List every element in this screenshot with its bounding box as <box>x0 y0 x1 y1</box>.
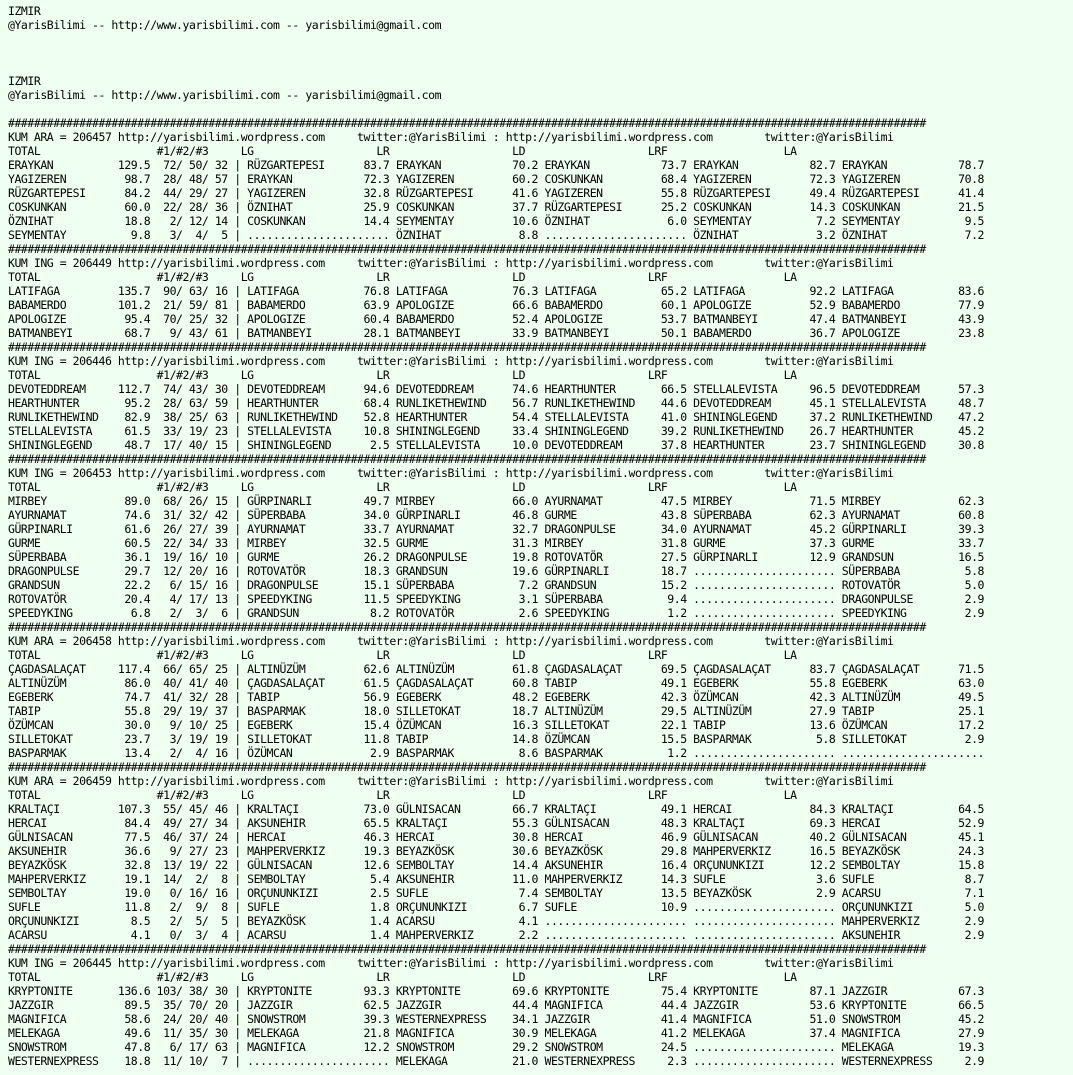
separator-line: ############################################################################################################################################## <box>8 116 926 130</box>
horse-row: JAZZGIR 89.5 35/ 70/ 20 | JAZZGIR 62.5 JAZZGIR 44.4 MAGNIFICA 44.4 JAZZGIR 53.6 KRYPTONITE 66.5 <box>8 998 985 1012</box>
horse-row: GRANDSUN 22.2 6/ 15/ 16 | DRAGONPULSE 15.1 SÜPERBABA 7.2 GRANDSUN 15.2 ...................... ROTOVATÖR 5.0 <box>8 578 985 592</box>
column-header-line: TOTAL #1/#2/#3 LG LR LD LRF LA <box>8 480 797 494</box>
horse-row: KRYPTONITE 136.6 103/ 38/ 30 | KRYPTONITE 93.3 KRYPTONITE 69.6 KRYPTONITE 75.4 KRYPTONITE 87.1 JAZZGIR 67.3 <box>8 984 985 998</box>
horse-row: MAGNIFICA 58.6 24/ 20/ 40 | SNOWSTROM 39.3 WESTERNEXPRESS 34.1 JAZZGIR 41.4 MAGNIFICA 51.0 SNOWSTROM 45.2 <box>8 1012 985 1026</box>
horse-row: AYURNAMAT 74.6 31/ 32/ 42 | SÜPERBABA 34.0 GÜRPINARLI 46.8 GURME 43.8 SÜPERBABA 62.3 AYURNAMAT 60.8 <box>8 508 985 522</box>
horse-row: RÜZGARTEPESI 84.2 44/ 29/ 27 | YAGIZEREN 32.8 RÜZGARTEPESI 41.6 YAGIZEREN 55.8 RÜZGARTEPESI 49.4 RÜZGARTEPESI 41.4 <box>8 186 985 200</box>
horse-row: RUNLIKETHEWIND 82.9 38/ 25/ 63 | RUNLIKETHEWIND 52.8 HEARTHUNTER 54.4 STELLALEVISTA 41.0 SHININGLEGEND 37.2 RUNLIKETHEWIND 47.2 <box>8 410 985 424</box>
horse-row: ACARSU 4.1 0/ 3/ 4 | ACARSU 1.4 MAHPERVERKIZ 2.2 ...................... ...................... AKSUNEHIR 2.9 <box>8 928 985 942</box>
horse-row: SUFLE 11.8 2/ 9/ 8 | SUFLE 1.8 ORÇUNUNKIZI 6.7 SUFLE 10.9 ...................... ORÇUNUNKIZI 5.0 <box>8 900 985 914</box>
horse-row: BEYAZKÖSK 32.8 13/ 19/ 22 | GÜLNISACAN 12.6 SEMBOLTAY 14.4 AKSUNEHIR 16.4 ORÇUNUNKIZI 12.2 SEMBOLTAY 15.8 <box>8 858 985 872</box>
blank-line <box>8 46 1073 60</box>
horse-row: KRALTAÇI 107.3 55/ 45/ 46 | KRALTAÇI 73.0 GÜLNISACAN 66.7 KRALTAÇI 49.1 HERCAI 84.3 KRALTAÇI 64.5 <box>8 802 985 816</box>
horse-row: EGEBERK 74.7 41/ 32/ 28 | TABIP 56.9 EGEBERK 48.2 EGEBERK 42.3 ÖZÜMCAN 42.3 ALTINÜZÜM 49.5 <box>8 690 985 704</box>
horse-row: SPEEDYKING 6.8 2/ 3/ 6 | GRANDSUN 8.2 ROTOVATÖR 2.6 SPEEDYKING 1.2 ...................... SPEEDYKING 2.9 <box>8 606 985 620</box>
horse-row: SÜPERBABA 36.1 19/ 16/ 10 | GURME 26.2 DRAGONPULSE 19.8 ROTOVATÖR 27.5 GÜRPINARLI 12.9 GRANDSUN 16.5 <box>8 550 985 564</box>
horse-row: ERAYKAN 129.5 72/ 50/ 32 | RÜZGARTEPESI 83.7 ERAYKAN 70.2 ERAYKAN 73.7 ERAYKAN 82.7 ERAYKAN 78.7 <box>8 158 985 172</box>
horse-row: TABIP 55.8 29/ 19/ 37 | BASPARMAK 18.0 SILLETOKAT 18.7 ALTINÜZÜM 29.5 ALTINÜZÜM 27.9 TABIP 25.1 <box>8 704 985 718</box>
horse-row: GÜLNISACAN 77.5 46/ 37/ 24 | HERCAI 46.3 HERCAI 30.8 HERCAI 46.9 GÜLNISACAN 40.2 GÜLNISACAN 45.1 <box>8 830 985 844</box>
horse-row: SHININGLEGEND 48.7 17/ 40/ 15 | SHININGLEGEND 2.5 STELLALEVISTA 10.0 DEVOTEDDREAM 37.8 HEARTHUNTER 23.7 SHININGLEGEND 30.8 <box>8 438 985 452</box>
horse-row: SNOWSTROM 47.8 6/ 17/ 63 | MAGNIFICA 12.2 SNOWSTROM 29.2 SNOWSTROM 24.5 ...................... MELEKAGA 19.3 <box>8 1040 985 1054</box>
column-header-line: TOTAL #1/#2/#3 LG LR LD LRF LA <box>8 970 797 984</box>
separator-line: ############################################################################################################################################## <box>8 942 926 956</box>
horse-row: ORÇUNUNKIZI 8.5 2/ 5/ 5 | BEYAZKÖSK 1.4 ACARSU 4.1 ...................... ...................... MAHPERVERKIZ 2.9 <box>8 914 985 928</box>
horse-row: MAHPERVERKIZ 19.1 14/ 2/ 8 | SEMBOLTAY 5.4 AKSUNEHIR 11.0 MAHPERVERKIZ 14.3 SUFLE 3.6 SUFLE 8.7 <box>8 872 985 886</box>
horse-row: ÖZNIHAT 18.8 2/ 12/ 14 | COSKUNKAN 14.4 SEYMENTAY 10.6 ÖZNIHAT 6.0 SEYMENTAY 7.2 SEYMENTAY 9.5 <box>8 214 985 228</box>
horse-row: SEYMENTAY 9.8 3/ 4/ 5 | ...................... ÖZNIHAT 8.8 ...................... ÖZNIHAT 3.2 ÖZNIHAT 7.2 <box>8 228 985 242</box>
race-header-line: KUM ING = 206449 http://yarisbilimi.wordpress.com twitter:@YarisBilimi : http://yarisbilimi.wordpress.com twitter:@YarisBilimi <box>8 256 894 270</box>
race-header-line: KUM ARA = 206458 http://yarisbilimi.wordpress.com twitter:@YarisBilimi : http://yarisbilimi.wordpress.com twitter:@YarisBilimi <box>8 634 894 648</box>
horse-row: SEMBOLTAY 19.0 0/ 16/ 16 | ORÇUNUNKIZI 2.5 SUFLE 7.4 SEMBOLTAY 13.5 BEYAZKÖSK 2.9 ACARSU 7.1 <box>8 886 985 900</box>
blank-line <box>8 60 1073 74</box>
horse-row: MELEKAGA 49.6 11/ 35/ 30 | MELEKAGA 21.8 MAGNIFICA 30.9 MELEKAGA 41.2 MELEKAGA 37.4 MAGNIFICA 27.9 <box>8 1026 985 1040</box>
column-header-line: TOTAL #1/#2/#3 LG LR LD LRF LA <box>8 270 797 284</box>
contact-line: @YarisBilimi -- http://www.yarisbilimi.com -- yarisbilimi@gmail.com <box>8 18 442 32</box>
separator-line: ############################################################################################################################################## <box>8 620 926 634</box>
separator-line: ############################################################################################################################################## <box>8 760 926 774</box>
race-header-line: KUM ING = 206446 http://yarisbilimi.wordpress.com twitter:@YarisBilimi : http://yarisbilimi.wordpress.com twitter:@YarisBilimi <box>8 354 894 368</box>
horse-row: DRAGONPULSE 29.7 12/ 20/ 16 | ROTOVATÖR 18.3 GRANDSUN 19.6 GÜRPINARLI 18.7 ...................... SÜPERBABA 5.8 <box>8 564 985 578</box>
horse-row: HEARTHUNTER 95.2 28/ 63/ 59 | HEARTHUNTER 68.4 RUNLIKETHEWIND 56.7 RUNLIKETHEWIND 44.6 DEVOTEDDREAM 45.1 STELLALEVISTA 48.7 <box>8 396 985 410</box>
blank-line <box>8 102 1073 116</box>
horse-row: GURME 60.5 22/ 34/ 33 | MIRBEY 32.5 GURME 31.3 MIRBEY 31.8 GURME 37.3 GURME 33.7 <box>8 536 985 550</box>
column-header-line: TOTAL #1/#2/#3 LG LR LD LRF LA <box>8 368 797 382</box>
horse-row: AKSUNEHIR 36.6 9/ 27/ 23 | MAHPERVERKIZ 19.3 BEYAZKÖSK 30.6 BEYAZKÖSK 29.8 MAHPERVERKIZ 16.5 BEYAZKÖSK 24.3 <box>8 844 985 858</box>
horse-row: ALTINÜZÜM 86.0 40/ 41/ 40 | ÇAGDASALAÇAT 61.5 ÇAGDASALAÇAT 60.8 TABIP 49.1 EGEBERK 55.8 EGEBERK 63.0 <box>8 676 985 690</box>
horse-row: DEVOTEDDREAM 112.7 74/ 43/ 30 | DEVOTEDDREAM 94.6 DEVOTEDDREAM 74.6 HEARTHUNTER 66.5 STELLALEVISTA 96.5 DEVOTEDDREAM 57.3 <box>8 382 985 396</box>
horse-row: STELLALEVISTA 61.5 33/ 19/ 23 | STELLALEVISTA 10.8 SHININGLEGEND 33.4 SHININGLEGEND 39.2 RUNLIKETHEWIND 26.7 HEARTHUNTER 45.2 <box>8 424 985 438</box>
separator-line: ############################################################################################################################################## <box>8 340 926 354</box>
race-header-line: KUM ARA = 206457 http://yarisbilimi.wordpress.com twitter:@YarisBilimi : http://yarisbilimi.wordpress.com twitter:@YarisBilimi <box>8 130 894 144</box>
separator-line: ############################################################################################################################################## <box>8 452 926 466</box>
horse-row: MIRBEY 89.0 68/ 26/ 15 | GÜRPINARLI 49.7 MIRBEY 66.0 AYURNAMAT 47.5 MIRBEY 71.5 MIRBEY 62.3 <box>8 494 985 508</box>
horse-row: YAGIZEREN 98.7 28/ 48/ 57 | ERAYKAN 72.3 YAGIZEREN 60.2 COSKUNKAN 68.4 YAGIZEREN 72.3 YAGIZEREN 70.8 <box>8 172 985 186</box>
column-header-line: TOTAL #1/#2/#3 LG LR LD LRF LA <box>8 788 797 802</box>
horse-row: SILLETOKAT 23.7 3/ 19/ 19 | SILLETOKAT 11.8 TABIP 14.8 ÖZÜMCAN 15.5 BASPARMAK 5.8 SILLETOKAT 2.9 <box>8 732 985 746</box>
race-header-line: KUM ING = 206445 http://yarisbilimi.wordpress.com twitter:@YarisBilimi : http://yarisbilimi.wordpress.com twitter:@YarisBilimi <box>8 956 894 970</box>
race-header-line: KUM ARA = 206459 http://yarisbilimi.wordpress.com twitter:@YarisBilimi : http://yarisbilimi.wordpress.com twitter:@YarisBilimi <box>8 774 894 788</box>
separator-line: ############################################################################################################################################## <box>8 242 926 256</box>
horse-row: BABAMERDO 101.2 21/ 59/ 81 | BABAMERDO 63.9 APOLOGIZE 66.6 BABAMERDO 60.1 APOLOGIZE 52.9 BABAMERDO 77.9 <box>8 298 985 312</box>
horse-row: BATMANBEYI 68.7 9/ 43/ 61 | BATMANBEYI 28.1 BATMANBEYI 33.9 BATMANBEYI 50.1 BABAMERDO 36.7 APOLOGIZE 23.8 <box>8 326 985 340</box>
horse-row: ÖZÜMCAN 30.0 9/ 10/ 25 | EGEBERK 15.4 ÖZÜMCAN 16.3 SILLETOKAT 22.1 TABIP 13.6 ÖZÜMCAN 17.2 <box>8 718 985 732</box>
city-title: IZMIR <box>8 74 41 88</box>
horse-row: ROTOVATÖR 20.4 4/ 17/ 13 | SPEEDYKING 11.5 SPEEDYKING 3.1 SÜPERBABA 9.4 ...................... DRAGONPULSE 2.9 <box>8 592 985 606</box>
horse-row: GÜRPINARLI 61.6 26/ 27/ 39 | AYURNAMAT 33.7 AYURNAMAT 32.7 DRAGONPULSE 34.0 AYURNAMAT 45.2 GÜRPINARLI 39.3 <box>8 522 985 536</box>
race-header-line: KUM ING = 206453 http://yarisbilimi.wordpress.com twitter:@YarisBilimi : http://yarisbilimi.wordpress.com twitter:@YarisBilimi <box>8 466 894 480</box>
contact-line: @YarisBilimi -- http://www.yarisbilimi.com -- yarisbilimi@gmail.com <box>8 88 442 102</box>
horse-row: LATIFAGA 135.7 90/ 63/ 16 | LATIFAGA 76.8 LATIFAGA 76.3 LATIFAGA 65.2 LATIFAGA 92.2 LATIFAGA 83.6 <box>8 284 985 298</box>
horse-row: COSKUNKAN 60.0 22/ 28/ 36 | ÖZNIHAT 25.9 COSKUNKAN 37.7 RÜZGARTEPESI 25.2 COSKUNKAN 14.3 COSKUNKAN 21.5 <box>8 200 985 214</box>
column-header-line: TOTAL #1/#2/#3 LG LR LD LRF LA <box>8 144 797 158</box>
blank-line <box>8 32 1073 46</box>
horse-row: HERCAI 84.4 49/ 27/ 34 | AKSUNEHIR 65.5 KRALTAÇI 55.3 GÜLNISACAN 48.3 KRALTAÇI 69.3 HERCAI 52.9 <box>8 816 985 830</box>
horse-row: WESTERNEXPRESS 18.8 11/ 10/ 7 | ...................... MELEKAGA 21.0 WESTERNEXPRESS 2.3 ...................... WESTERNEXPRESS 2.9 <box>8 1054 985 1068</box>
horse-row: APOLOGIZE 95.4 70/ 25/ 32 | APOLOGIZE 60.4 BABAMERDO 52.4 APOLOGIZE 53.7 BATMANBEYI 47.4 BATMANBEYI 43.9 <box>8 312 985 326</box>
city-title: IZMIR <box>8 4 41 18</box>
horse-row: BASPARMAK 13.4 2/ 4/ 16 | ÖZÜMCAN 2.9 BASPARMAK 8.6 BASPARMAK 1.2 ...................... ...................... <box>8 746 985 760</box>
column-header-line: TOTAL #1/#2/#3 LG LR LD LRF LA <box>8 648 797 662</box>
horse-row: ÇAGDASALAÇAT 117.4 66/ 65/ 25 | ALTINÜZÜM 62.6 ALTINÜZÜM 61.8 ÇAGDASALAÇAT 69.5 ÇAGDASALAÇAT 83.7 ÇAGDASALAÇAT 71.5 <box>8 662 985 676</box>
